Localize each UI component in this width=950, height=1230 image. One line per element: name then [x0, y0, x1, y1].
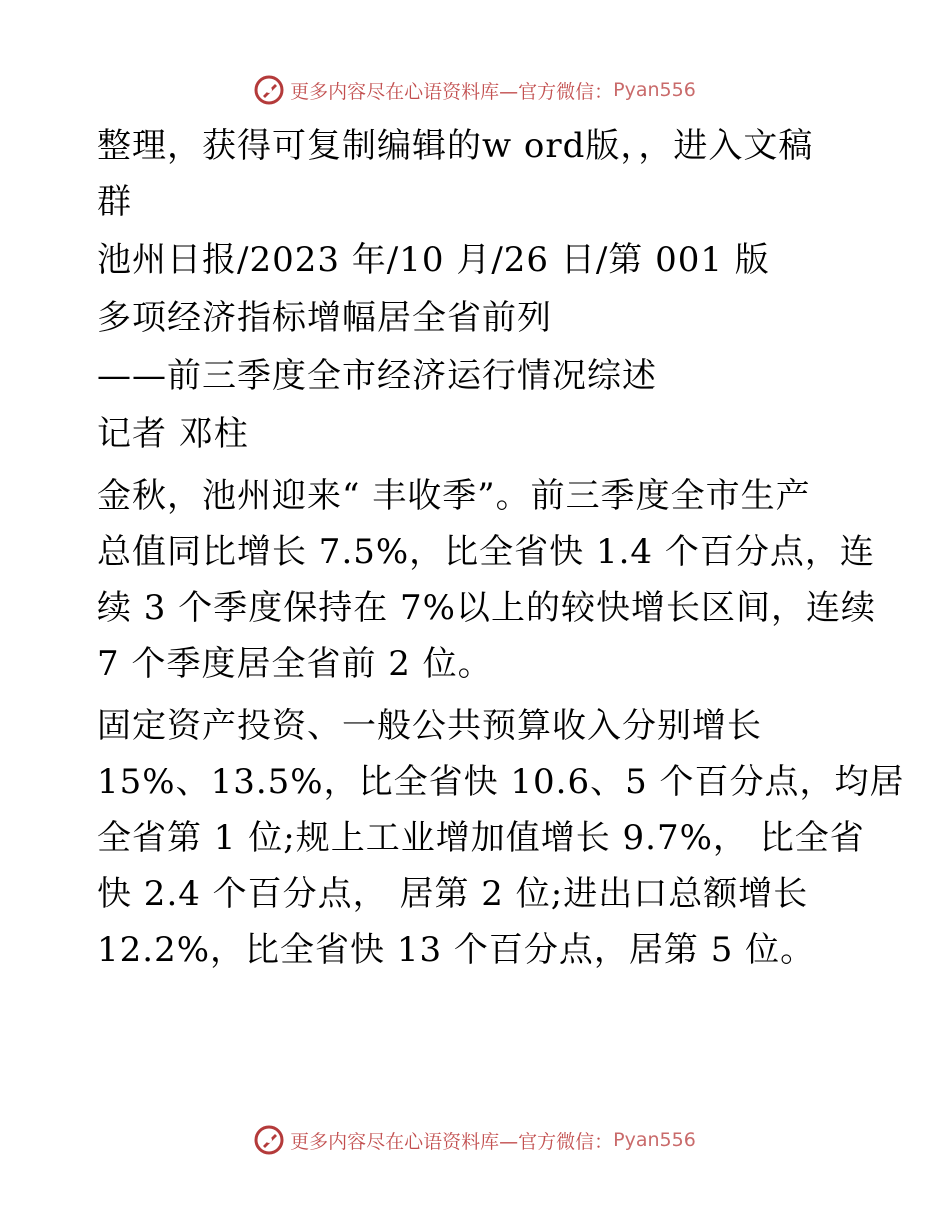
banner-text: 更多内容尽在心语资料库—官方微信：	[290, 1130, 614, 1153]
banner-text: 更多内容尽在心语资料库—官方微信：	[290, 80, 614, 103]
byline: 记者 邓柱	[97, 414, 249, 454]
paragraph-1-line-4: 7 个季度居全省前 2 位。	[97, 644, 493, 684]
banner-wechat-id: Pyan556	[613, 79, 696, 101]
footer-banner	[0, 1120, 950, 1160]
paragraph-2-line-2: 15%、13.5%，比全省快 10.6、5 个百分点，均居	[97, 762, 905, 802]
paragraph-2-line-5: 12.2%，比全省快 13 个百分点，居第 5 位。	[97, 930, 816, 970]
intro-line-2: 群	[97, 182, 132, 222]
banner-wechat-id: Pyan556	[613, 1129, 696, 1151]
paragraph-1-line-3: 续 3 个季度保持在 7%以上的较快增长区间，连续	[97, 588, 876, 628]
subheadline: ——前三季度全市经济运行情况综述	[97, 356, 657, 396]
document-body	[97, 118, 905, 978]
header-banner	[0, 70, 950, 110]
paragraph-2-line-1: 固定资产投资、一般公共预算收入分别增长	[97, 706, 762, 746]
source-line: 池州日报/2023 年/10 月/26 日/第 001 版	[97, 240, 770, 280]
paragraph-1-line-1: 金秋，池州迎来“ 丰收季”。前三季度全市生产	[97, 476, 811, 516]
paragraph-1-line-2: 总值同比增长 7.5%，比全省快 1.4 个百分点，连	[97, 532, 875, 572]
headline: 多项经济指标增幅居全省前列	[97, 298, 552, 338]
intro-line-1: 整理，获得可复制编辑的w ord版，，进入文稿	[97, 126, 814, 166]
paragraph-2-line-4: 快 2.4 个百分点， 居第 2 位;进出口总额增长	[97, 874, 809, 914]
paragraph-2-line-3: 全省第 1 位;规上工业增加值增长 9.7%， 比全省	[97, 818, 865, 858]
logo-icon	[254, 75, 284, 105]
logo-icon	[254, 1125, 284, 1155]
